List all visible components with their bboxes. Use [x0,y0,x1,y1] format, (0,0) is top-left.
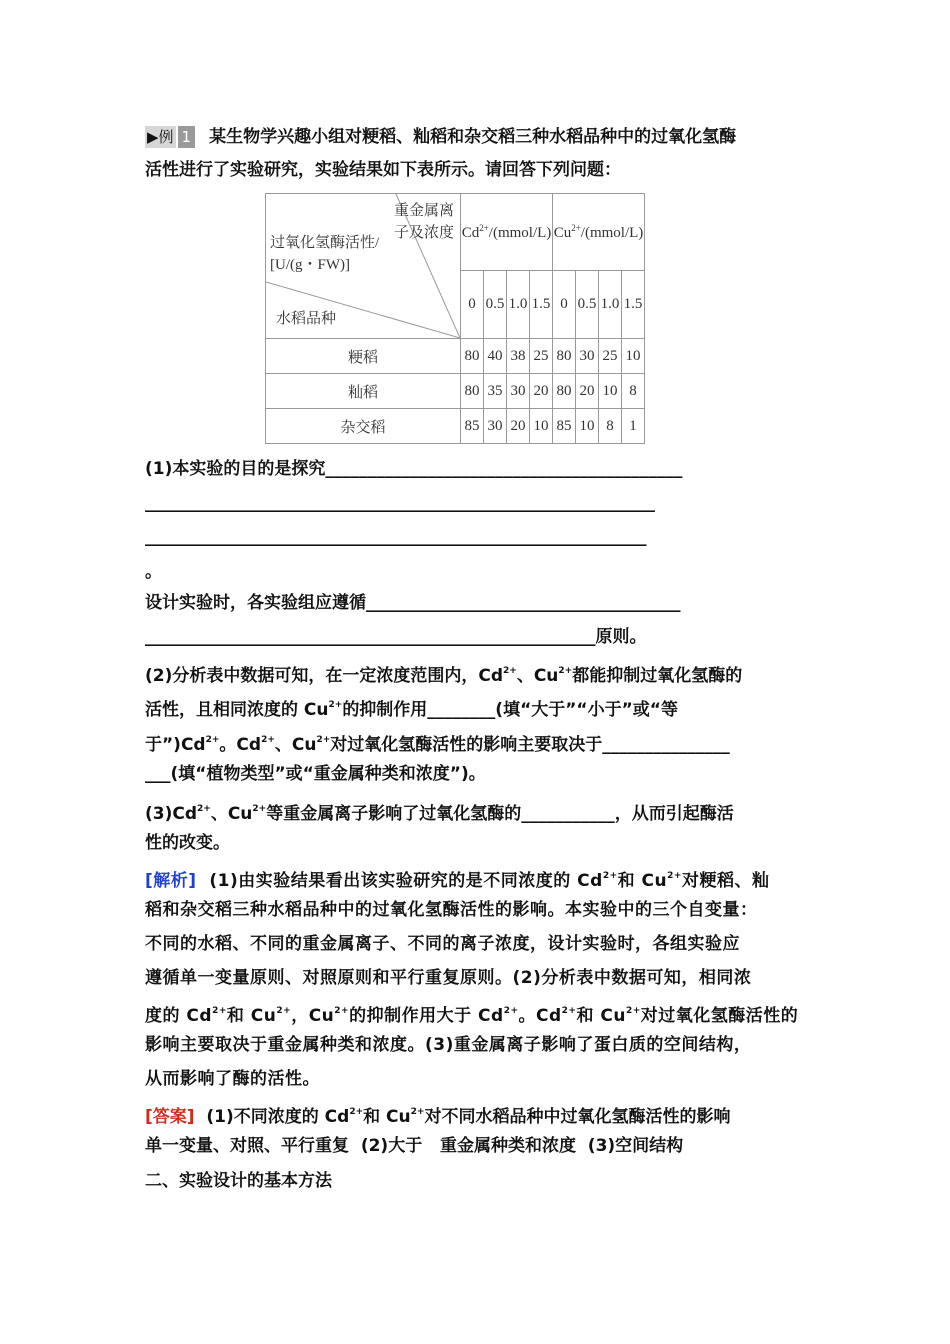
text-segment: 度的 Cd [145,1006,213,1026]
ion-charge: 2+ [349,1107,364,1117]
ion-charge: 2+ [205,735,220,745]
text-segment: 从而影响了酶的活性。 [145,1069,320,1089]
text-segment: (1)不同浓度的 Cd [194,1107,350,1127]
ion-charge: 2+ [197,804,211,814]
text-segment: 单一变量、对照、平行重复 (2)大于 重金属种类和浓度 (3)空间结构 [145,1136,684,1156]
activity-value: 10 [599,374,622,409]
text-segment: ____________________________________________________________ [145,493,655,513]
text-segment: 活性，且相同浓度的 Cu [145,700,329,720]
text-segment: (1)本实验的目的是探究__________________________________________ [145,459,683,479]
activity-value: 20 [576,374,599,409]
text-line [145,933,807,955]
intro-text: 某生物学兴趣小组对粳稻、籼稻和杂交稻三种水稻品种中的过氧化氢酶 [209,127,737,147]
text-line [145,899,807,921]
activity-value: 30 [484,409,507,444]
text-segment: 二、实验设计的基本方法 [145,1171,332,1191]
text-line [145,660,807,687]
text-segment: (2)分析表中数据可知，在一定浓度范围内，Cd [145,666,504,686]
text-line [145,1034,807,1056]
text-segment: 设计实验时，各实验组应遵循_____________________________________ [145,593,681,613]
text-line [145,1170,807,1192]
activity-value: 80 [461,339,484,374]
results-table [265,193,645,444]
ion-charge: 2+ [334,1006,350,1016]
concentration-header: 0 [553,271,576,339]
text-segment: 对过氧化氢酶活性的 [640,1006,799,1026]
activity-value: 40 [484,339,507,374]
text-line [145,967,807,989]
ion-charge: 2+ [667,871,682,881]
activity-value: 10 [576,409,599,444]
text-segment: 、Cu [210,804,253,824]
table-row [266,339,645,374]
text-line [145,694,807,721]
text-segment: 不同的水稻、不同的重金属离子、不同的离子浓度，设计实验时，各组实验应 [145,934,740,954]
example-number: 1 [178,126,196,148]
text-line [145,832,807,854]
ion-charge: 2+ [410,1107,425,1117]
text-segment: 和 Cu [617,871,668,891]
text-line [145,729,807,756]
text-line [145,1068,807,1090]
answer-tag: [答案] [145,1107,195,1127]
table-row [266,409,645,444]
text-segment: ，Cu [291,1006,335,1026]
text-segment: 。 [145,562,162,582]
ion-charge: 2+ [261,735,275,745]
ion-charge: 2+ [316,735,331,745]
text-segment: (3)Cd [145,804,198,824]
text-segment: 对过氧化氢酶活性的影响主要取决于_______________ [330,735,730,755]
activity-value: 20 [507,409,530,444]
activity-value: 80 [553,374,576,409]
text-segment: 。Cd [219,735,262,755]
activity-value: 10 [622,339,645,374]
ion-charge: 2+ [503,666,517,676]
analysis-tag: [解析] [145,871,197,891]
text-segment: 。Cd [518,1006,562,1026]
activity-value: 30 [507,374,530,409]
table-corner-header [266,194,461,339]
text-segment: ___(填“植物类型”或“重金属种类和浓度”)。 [145,764,486,784]
text-line [145,1101,807,1128]
text-segment: 对不同水稻品种中过氧化氢酶活性的影响 [424,1107,731,1127]
example-marker: ▶例 [147,128,174,146]
text-segment: (1)由实验结果看出该实验研究的是不同浓度的 Cd [196,871,603,891]
text-segment: 的抑制作用________(填“大于”“小于”或“等 [342,700,678,720]
ion-charge: 2+ [625,1006,641,1016]
activity-value: 25 [530,339,553,374]
text-segment: ___________________________________________________________ [145,527,647,547]
activity-value: 1 [622,409,645,444]
text-segment: 、Cu [516,666,559,686]
ion-charge: 2+ [212,1006,227,1016]
corner-mid-label: 过氧化氢酶活性/ [U/(g・FW)] [270,235,380,273]
text-segment: 的抑制作用大于 Cd [349,1006,504,1026]
text-segment: 稻和杂交稻三种水稻品种中的过氧化氢酶活性的影响。本实验中的三个自变量： [145,900,758,920]
activity-value: 10 [530,409,553,444]
example-intro-line-1 [145,126,807,148]
ion-charge: 2+ [558,666,573,676]
text-line [145,763,807,785]
example-intro-line-2: 活性进行了实验研究，实验结果如下表所示。请回答下列问题： [145,160,621,180]
activity-value: 38 [507,339,530,374]
text-segment: 于”)Cd [145,735,206,755]
activity-value: 35 [484,374,507,409]
text-line [145,458,807,480]
text-segment: 影响主要取决于重金属种类和浓度。(3)重金属离子影响了蛋白质的空间结构， [145,1035,752,1055]
text-segment: 、Cu [274,735,317,755]
rice-variety: 籼稻 [266,374,461,409]
concentration-header: 1.5 [530,271,553,339]
text-line [145,492,807,514]
concentration-header: 1.0 [599,271,622,339]
text-segment: 等重金属离子影响了过氧化氢酶的___________，从而引起酶活 [266,804,734,824]
rice-variety: 粳稻 [266,339,461,374]
text-segment: 和 Cu [363,1107,411,1127]
activity-value: 80 [461,374,484,409]
table-row [266,374,645,409]
text-segment: 遵循单一变量原则、对照原则和平行重复原则。(2)分析表中数据可知，相同浓 [145,968,752,988]
activity-value: 25 [599,339,622,374]
text-line [145,561,807,583]
ion-charge: 2+ [276,1006,292,1016]
text-line [145,526,807,548]
activity-value: 8 [622,374,645,409]
text-segment: 都能抑制过氧化氢酶的 [572,666,743,686]
ion-charge: 2+ [503,1006,519,1016]
text-line [145,1000,807,1027]
ion-charge: 2+ [561,1006,577,1016]
text-segment: 对粳稻、籼 [681,871,770,891]
concentration-header: 0 [461,271,484,339]
cu-group-header: $Cu^{2+}/(mmol/L)$ [553,194,645,271]
concentration-header: 0.5 [484,271,507,339]
activity-value: 20 [530,374,553,409]
text-line [145,626,807,648]
corner-bottom-label: 水稻品种 [276,311,337,327]
activity-value: 85 [553,409,576,444]
cd-group-header: $Cd^{2+}/(mmol/L)$ [461,194,553,271]
text-line [145,865,807,892]
activity-value: 30 [576,339,599,374]
text-segment: 和 Cu [226,1006,277,1026]
text-line [145,592,807,614]
activity-value: 85 [461,409,484,444]
text-segment: 和 Cu [576,1006,626,1026]
activity-value: 80 [553,339,576,374]
text-line [145,1135,807,1157]
text-segment: _____________________________________________________原则。 [145,627,647,647]
rice-variety: 杂交稻 [266,409,461,444]
concentration-header: 0.5 [576,271,599,339]
text-line [145,798,807,825]
ion-charge: 2+ [328,700,343,710]
corner-top-label: 重金属离 子及浓度 [394,203,455,241]
concentration-header: 1.0 [507,271,530,339]
activity-value: 8 [599,409,622,444]
concentration-header: 1.5 [622,271,645,339]
text-segment: 性的改变。 [145,833,230,853]
ion-charge: 2+ [252,804,267,814]
ion-charge: 2+ [602,871,618,881]
